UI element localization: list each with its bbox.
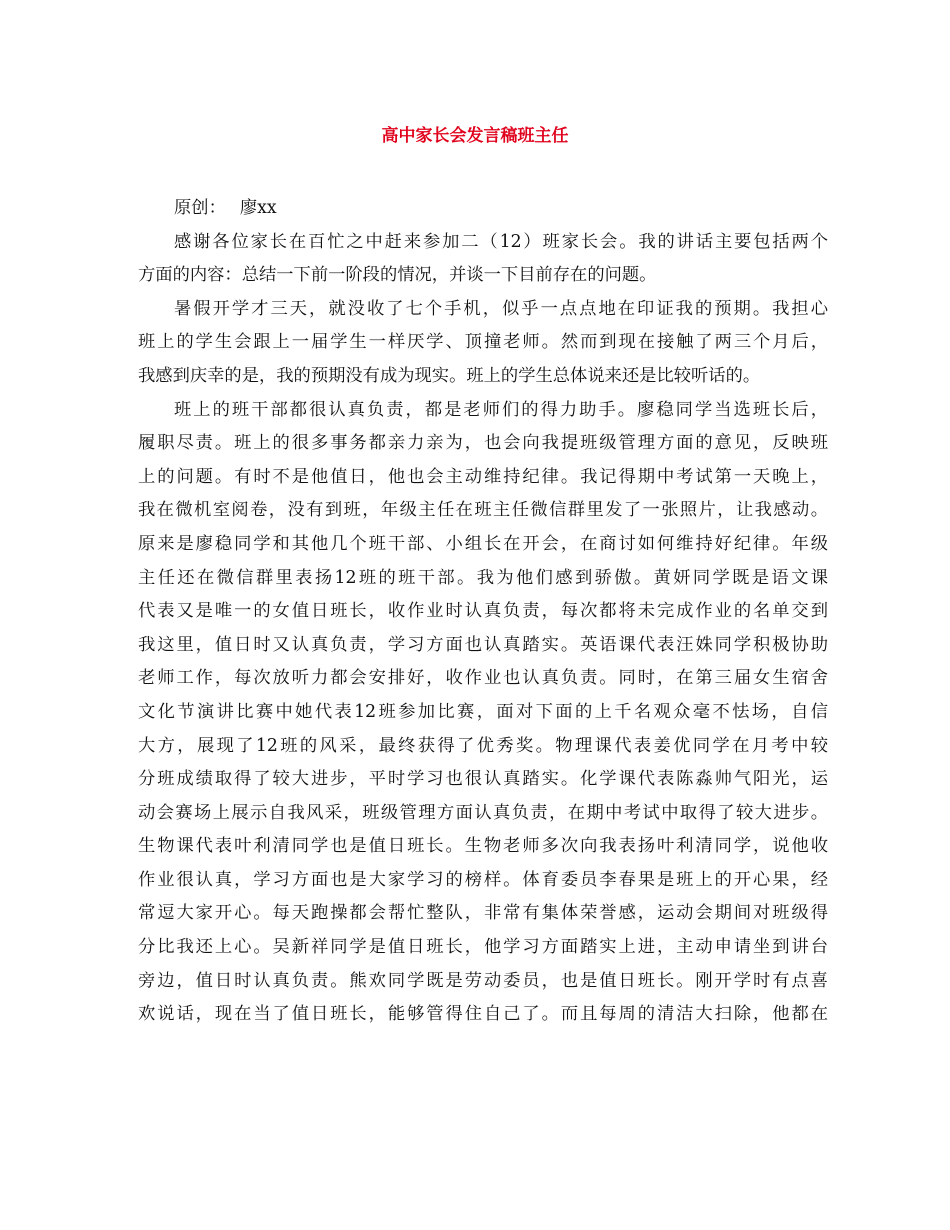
paragraph-line: 班上的学生会跟上一届学生一样厌学、顶撞老师。然而到现在接触了两三个月后， (138, 332, 828, 353)
paragraph-line: 常逗大家开心。每天跑操都会帮忙整队，非常有集体荣誉感，运动会期间对班级得 (138, 903, 828, 924)
document-title: 高中家长会发言稿班主任 (381, 126, 569, 146)
paragraph-line: 动会赛场上展示自我风采，班级管理方面认真负责，在期中考试中取得了较大进步。 (138, 802, 828, 823)
paragraph-line: 方面的内容：总结一下前一阶段的情况，并谈一下目前存在的问题。 (138, 265, 657, 286)
paragraph-line: 我在微机室阅卷，没有到班，年级主任在班主任微信群里发了一张照片，让我感动。 (138, 500, 828, 521)
paragraph-line: 分班成绩取得了较大进步，平时学习也很认真踏实。化学课代表陈淼帅气阳光，运 (138, 769, 828, 790)
paragraph-line: 生物课代表叶利清同学也是值日班长。生物老师多次向我表扬叶利清同学，说他收 (138, 836, 828, 857)
paragraph-line: 大方，展现了12班的风采，最终获得了优秀奖。物理课代表姜优同学在月考中较 (138, 735, 828, 756)
author-line (138, 192, 828, 226)
paragraph-line: 我这里，值日时又认真负责，学习方面也认真踏实。英语课代表汪姝同学积极协助 (138, 634, 828, 655)
paragraph-line: 感谢各位家长在百忙之中赶来参加二（12）班家长会。我的讲话主要包括两个 (174, 231, 828, 252)
document-body (138, 192, 828, 1032)
author-label: 原创： (174, 198, 226, 218)
paragraph-line: 欢说话，现在当了值日班长，能够管得住自己了。而且每周的清洁大扫除，他都在 (138, 1004, 828, 1025)
paragraph-line: 文化节演讲比赛中她代表12班参加比赛，面对下面的上千名观众毫不怯场，自信 (138, 701, 828, 722)
paragraph-line: 我感到庆幸的是，我的预期没有成为现实。班上的学生总体说来还是比较听话的。 (138, 365, 761, 386)
paragraph-line: 旁边，值日时认真负责。熊欢同学既是劳动委员，也是值日班长。刚开学时有点喜 (138, 970, 828, 991)
paragraph-line: 代表又是唯一的女值日班长，收作业时认真负责，每次都将未完成作业的名单交到 (138, 601, 828, 622)
paragraph-line: 老师工作，每次放听力都会安排好，收作业也认真负责。同时，在第三届女生宿舍 (138, 668, 828, 689)
paragraph-line: 上的问题。有时不是他值日，他也会主动维持纪律。我记得期中考试第一天晚上， (138, 466, 828, 487)
author-name: 廖xx (239, 198, 277, 218)
paragraph-line: 班上的班干部都很认真负责，都是老师们的得力助手。廖稳同学当选班长后， (174, 399, 828, 420)
paragraph-line: 暑假开学才三天，就没收了七个手机，似乎一点点地在印证我的预期。我担心 (174, 298, 828, 319)
paragraph-line: 原来是廖稳同学和其他几个班干部、小组长在开会，在商讨如何维持好纪律。年级 (138, 533, 828, 554)
paragraph-line: 主任还在微信群里表扬12班的班干部。我为他们感到骄傲。黄妍同学既是语文课 (138, 567, 828, 588)
paragraph-line: 分比我还上心。吴新祥同学是值日班长，他学习方面踏实上进，主动申请坐到讲台 (138, 937, 828, 958)
paragraph-line: 履职尽责。班上的很多事务都亲力亲为，也会向我提班级管理方面的意见，反映班 (138, 433, 828, 454)
paragraph-line: 作业很认真，学习方面也是大家学习的榜样。体育委员李春果是班上的开心果，经 (138, 869, 828, 890)
